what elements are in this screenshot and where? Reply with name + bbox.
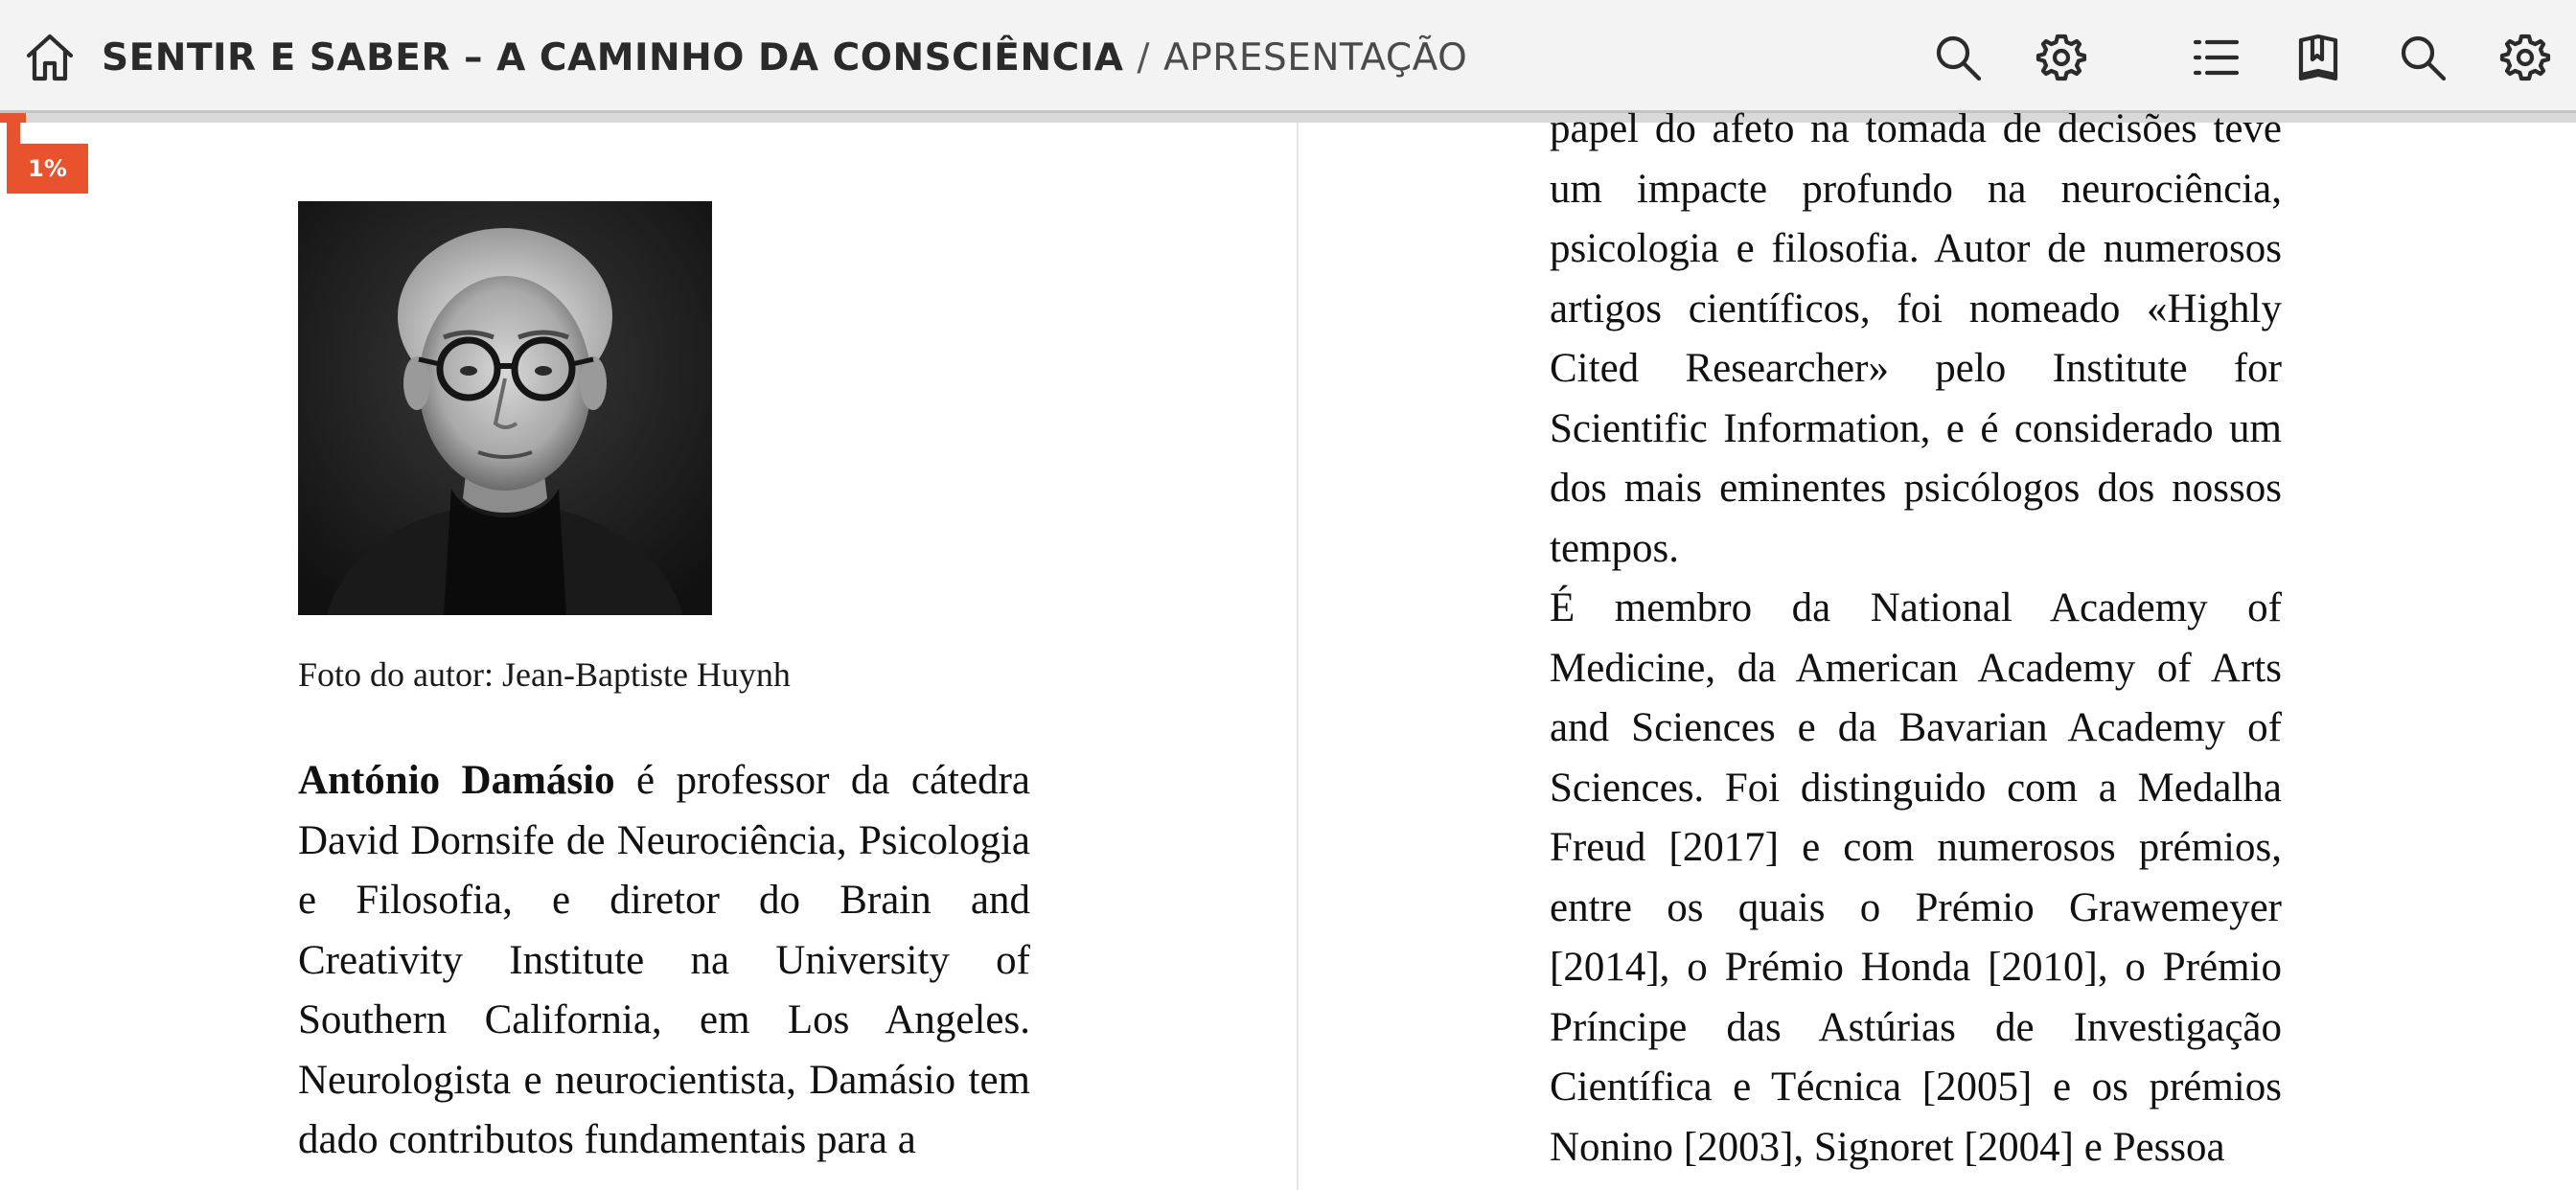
author-bio-text: é professor da cátedra David Dornsife de Neurociência, Psicologia e Filosofia, e diretor do Brain and Creativity Institute na University of Southern California, em Los Angeles. Neurologista e neurocientista, Damásio tem dado contributos fundamentais para a	[298, 758, 1030, 1162]
table-of-contents-button[interactable]	[2179, 21, 2252, 94]
right-page	[1550, 100, 2282, 1178]
author-name: António Damásio	[298, 758, 615, 803]
breadcrumb	[102, 27, 1467, 88]
left-page	[298, 201, 1030, 1171]
settings-icon	[2496, 29, 2554, 86]
author-bio-paragraph	[298, 751, 1030, 1171]
progress-badge: 1%	[7, 144, 88, 194]
search-icon	[2394, 29, 2451, 86]
top-toolbar	[0, 0, 2576, 113]
right-paragraph-1: papel do afeto na tomada de decisões teve um impacte profundo na neurociência, psicologia e filosofia. Autor de numerosos artigos científicos, foi nomeado «Highly Cited Researcher» pelo Institute for Scientific Information, e é considerado um dos mais eminentes psicólogos dos nossos tempos.	[1550, 106, 2282, 571]
home-button[interactable]	[13, 21, 86, 94]
bookmark-icon	[2289, 29, 2347, 86]
search-icon	[1929, 29, 1987, 86]
settings-icon	[2033, 29, 2090, 86]
author-photo	[298, 201, 712, 615]
settings-button[interactable]	[2025, 21, 2098, 94]
table-of-contents-icon	[2187, 29, 2244, 86]
section-title: APRESENTAÇÃO	[1163, 35, 1468, 80]
bookmarks-button[interactable]	[2282, 21, 2355, 94]
author-portrait-image	[298, 201, 712, 615]
settings-button-secondary[interactable]	[2489, 21, 2562, 94]
book-title[interactable]: SENTIR E SABER – A CAMINHO DA CONSCIÊNCIA	[102, 35, 1124, 80]
right-paragraph-2: É membro da National Academy of Medicine, da American Academy of Arts and Sciences e da Bavarian Academy of Sciences. Foi distinguido com a Medalha Freud [2017] e com numerosos prémios, entre os quais o Prémio Grawemeyer [2014], o Prémio Honda [2010], o Prémio Príncipe das Astúrias de Investigação Científica e Técnica [2005] e os prémios Nonino [2003], Signoret [2004] e Pessoa	[1550, 585, 2282, 1170]
breadcrumb-separator: /	[1137, 35, 1151, 80]
photo-caption: Foto do autor: Jean-Baptiste Huynh	[298, 655, 791, 694]
search-button-secondary[interactable]	[2386, 21, 2459, 94]
search-button[interactable]	[1921, 21, 1994, 94]
page-divider	[1297, 123, 1299, 1190]
home-icon	[21, 29, 79, 86]
